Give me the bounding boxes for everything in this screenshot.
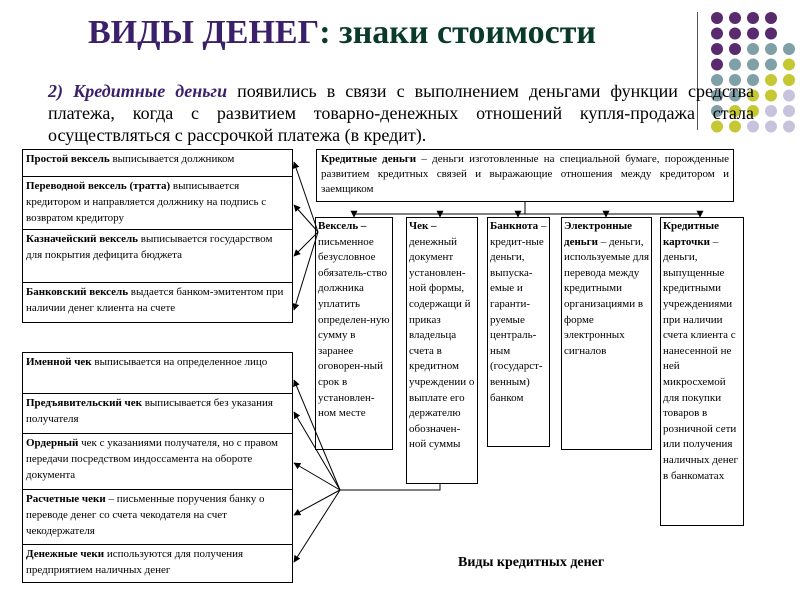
type-term: Кредитные карточки [663,220,719,248]
bill-text: выписывается кредитором и направляется должнику на подпись с возвратом кредитору [26,180,267,224]
check-term: Денежные чеки [26,548,105,560]
type-term: Вексель – [318,220,367,232]
arrow-check-2 [294,412,340,490]
definition-term: Кредитные деньги [321,153,417,165]
title-part1: ВИДЫ ДЕНЕГ [88,14,320,51]
bill-text: выписывается должником [109,153,235,165]
arrow-check-4 [294,490,340,515]
bill-term: Казначейский вексель [26,233,138,245]
type-text: письменное безусловное обязатель-ство должника уплатить определен-ную сумму в заранее оговорен-ный срок в установлен-ном месте [318,235,390,420]
arrow-check-5 [294,490,340,562]
type-term: Чек – [409,220,437,232]
check-term: Расчетные чеки [26,493,106,505]
type-text: – деньги, используемые для перевода между кредитными организациями в форме электронных сигналов [564,235,649,357]
type-text: – деньги, выпущенные кредитными учреждениями при наличии счета клиента с нанесенной не ней микросхемой для покупки товаров в розничной сети или получения наличных денег в банкоматах [663,235,739,482]
arrow-bill-2 [294,205,318,232]
check-text: выписывается без указания получателя [26,397,273,425]
intro-label: Кредитные деньги [73,81,228,101]
intro-text: появились в связи с выполнением деньгами функции средства платежа, когда с развитием товарно-денежных отношений купля-продажа стала осуществляться с рассрочкой платежа (в кредит). [48,81,754,145]
arrow-check-3 [294,463,340,490]
type-term: Банкнота [490,220,539,232]
bill-term: Переводной вексель (тратта) [26,180,171,192]
definition-text: – деньги изготовленные на специальной бумаге, порожденные развитием кредитных связей и выражающие отношения между кредитором и заемщиком [321,153,729,195]
arrow-line [340,484,440,490]
bill-term: Банковский вексель [26,286,129,298]
check-term: Именной чек [26,356,92,368]
check-text: – письменные поручения банку о переводе денег со счета чекодателя на счет чекодержателя [26,493,265,537]
intro-number: 2) [48,81,63,101]
check-text: используются для получения предприятием наличных денег [26,548,244,576]
title-part2: : знаки стоимости [319,14,597,51]
arrow-check-1 [294,380,340,490]
bill-text: выдается банком-эмитентом при наличии денег клиента на счете [26,286,284,314]
bill-text: выписывается государством для покрытия дефицита бюджета [26,233,273,261]
check-term: Ордерный [26,437,79,449]
bill-term: Простой вексель [26,153,110,165]
type-term: Электронные деньги [564,220,633,248]
arrow-bill-1 [294,162,318,232]
check-term: Предъявительский чек [26,397,142,409]
check-text: чек с указаниями получателя, но с правом передачи посредством индоссамента на обороте документа [26,437,278,481]
type-text: денежный документ установлен-ной формы, содержащи й приказ владельца счета в кредитном учреждении о выплате его держателю обозначен-ной суммы [409,235,475,451]
diagram-caption: Виды кредитных денег [458,555,605,570]
check-text: выписывается на определенное лицо [91,356,268,368]
type-text: – кредит-ные деньги, выпуска-емые и гаранти-руемые централь-ным (государст-венным) банком [490,220,547,404]
